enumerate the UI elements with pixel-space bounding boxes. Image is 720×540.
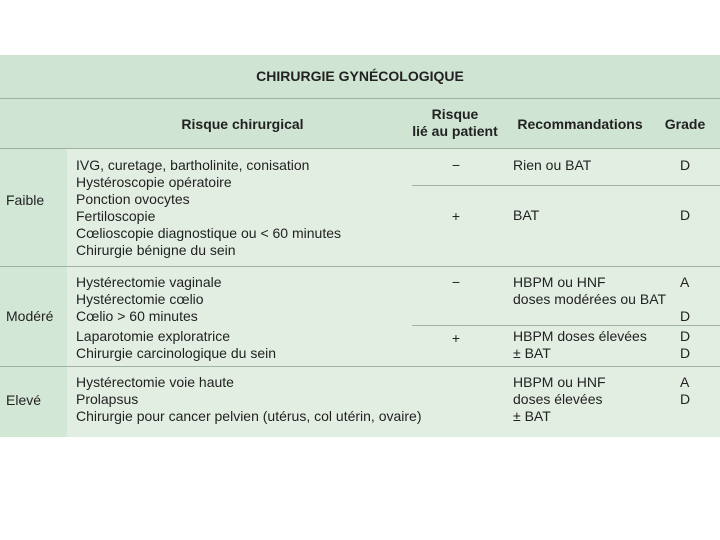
procedure-line: Hystérectomie cœlio — [76, 291, 204, 307]
procedure-line: Fertiloscopie — [76, 208, 156, 224]
procedure-line: Prolapsus — [76, 391, 139, 407]
recommendation-text: HBPM ou HNF — [513, 274, 606, 290]
recommendation-text: doses modérées ou BAT — [513, 291, 667, 307]
header-risque-patient-line2: lié au patient — [412, 123, 498, 139]
procedure-line: Cœlio > 60 minutes — [76, 308, 198, 324]
row-separator — [412, 185, 720, 186]
grade-value: D — [680, 308, 691, 324]
procedure-line: Laparotomie exploratrice — [76, 328, 231, 344]
procedure-line: IVG, curetage, bartholinite, conisation — [76, 157, 310, 173]
table-title: CHIRURGIE GYNÉCOLOGIQUE — [256, 68, 464, 84]
recommendation-text: ± BAT — [513, 408, 551, 424]
procedure-line: Chirurgie pour cancer pelvien (utérus, col utérin, ovaire) — [76, 408, 422, 424]
recommendation-text: HBPM doses élevées — [513, 328, 647, 344]
patient-risk-sign: + — [451, 208, 461, 224]
risk-level-label: Elevé — [6, 392, 42, 408]
recommendation-text: BAT — [513, 207, 540, 223]
patient-risk-sign: − — [451, 157, 461, 173]
header-risque-chirurgical: Risque chirurgical — [181, 116, 304, 132]
grade-value: A — [680, 374, 690, 390]
grade-value: A — [680, 274, 690, 290]
procedure-line: Hystérectomie vaginale — [76, 274, 222, 290]
grade-value: D — [680, 207, 691, 223]
patient-risk-sign: + — [451, 330, 461, 346]
recommendation-text: Rien ou BAT — [513, 157, 592, 173]
header-risque-patient-line1: Risque — [431, 106, 479, 122]
patient-risk-sign: − — [451, 274, 461, 290]
recommendations-table — [0, 55, 720, 437]
header-recommandations: Recommandations — [517, 116, 643, 132]
header-grade: Grade — [664, 116, 706, 132]
grade-value: D — [680, 345, 691, 361]
row-separator — [412, 325, 720, 326]
grade-value: D — [680, 328, 691, 344]
procedure-line: Hystéroscopie opératoire — [76, 174, 232, 190]
group-separator — [0, 266, 720, 267]
grade-value: D — [680, 391, 691, 407]
risk-level-label: Faible — [6, 192, 45, 208]
grade-value: D — [680, 157, 691, 173]
recommendation-text: doses élevées — [513, 391, 603, 407]
procedure-line: Chirurgie bénigne du sein — [76, 242, 236, 258]
recommendation-text: HBPM ou HNF — [513, 374, 606, 390]
procedure-line: Cœlioscopie diagnostique ou < 60 minutes — [76, 225, 341, 241]
procedure-line: Hystérectomie voie haute — [76, 374, 234, 390]
table-header-row — [0, 99, 720, 149]
recommendation-text: ± BAT — [513, 345, 551, 361]
table-title-bar — [0, 55, 720, 99]
procedure-line: Chirurgie carcinologique du sein — [76, 345, 277, 361]
risk-level-label: Modéré — [6, 308, 54, 324]
procedure-line: Ponction ovocytes — [76, 191, 190, 207]
group-separator — [0, 366, 720, 367]
